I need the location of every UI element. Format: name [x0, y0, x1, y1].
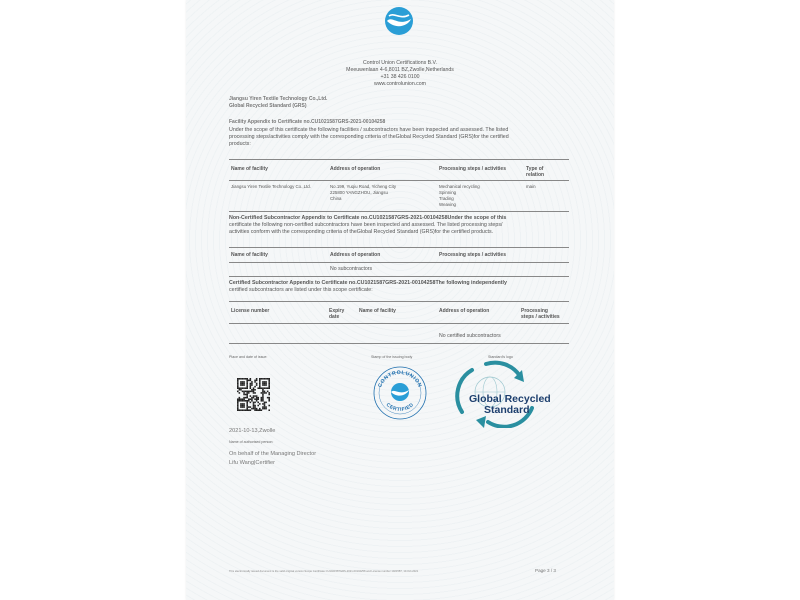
grs-logo-line1: Global Recycled	[469, 393, 551, 405]
col-expiry: Expiry	[329, 308, 345, 314]
no-subcontractors-text: No subcontractors	[330, 266, 373, 272]
issuer-phone: +31 38 426 0100	[380, 74, 420, 80]
issuer-name: Control Union Certifications B.V.	[363, 60, 437, 66]
qr-code-icon	[237, 378, 270, 411]
divider	[229, 323, 569, 324]
facility-row-steps: Mechanical recycling Spinning Trading Weaving	[439, 184, 480, 207]
stamp-top-text: CONTROLUNION	[377, 369, 423, 389]
issuer-website: www.controlunion.com	[374, 81, 426, 87]
divider	[229, 159, 569, 160]
divider	[229, 301, 569, 302]
divider	[229, 247, 569, 248]
divider	[229, 180, 569, 181]
col-name-of-facility: Name of facility	[231, 252, 268, 258]
col-processing: Processing	[521, 308, 548, 314]
col-processing-steps: Processing steps / activities	[439, 166, 506, 172]
col-relation: relation	[526, 172, 545, 178]
issuer-address: Meeuwenlaan 4-6,8011 BZ,Zwolle,Netherlands	[346, 67, 454, 73]
divider	[229, 276, 569, 277]
stamp-bottom-text: CERTIFIED	[384, 401, 416, 413]
svg-text:CERTIFIED	[385, 402, 416, 413]
page-number: Page 3 / 3	[535, 568, 556, 573]
issuer-block	[186, 60, 614, 88]
certified-appendix-text: Certified Subcontractor Appendix to Certificate no.CU1021587GRS-2021-00104258The following independently certified subcontractors are listed under this scope certificate:	[229, 280, 507, 294]
facility-appendix-text: Under the scope of this certificate the following facilities / subcontractors have been inspected and assessed. The listed processing steps/activities comply with the corresponding criteria of theGlobal Recycled Standard (GRS)for the certified products:	[229, 127, 509, 148]
grs-logo-line2: Standard	[484, 404, 530, 416]
col-steps-activities: steps / activities	[521, 314, 560, 320]
col-name-of-facility: Name of facility	[231, 166, 268, 172]
certifier-text: Lifu Wang|Certifier	[229, 460, 276, 466]
col-processing-steps: Processing steps / activities	[439, 252, 506, 258]
certificate-page	[186, 0, 614, 600]
stamp-label: Stamp of the issuing body	[371, 355, 413, 359]
divider	[229, 211, 569, 212]
no-certified-subcontractors-text: No certified subcontractors	[439, 333, 501, 339]
authorised-person-label: Name of authorised person:	[229, 440, 274, 444]
col-name-of-facility: Name of facility	[359, 308, 396, 314]
place-date-label: Place and date of issue:	[229, 355, 268, 359]
col-date: date	[329, 314, 340, 320]
divider	[229, 343, 569, 344]
control-union-stamp-icon	[370, 362, 430, 422]
facility-row-relation: main	[526, 184, 536, 189]
control-union-logo-icon	[384, 6, 414, 36]
col-license-number: License number	[231, 308, 270, 314]
divider	[229, 262, 569, 263]
col-address-of-operation: Address of operation	[439, 308, 490, 314]
behalf-text: On behalf of the Managing Director	[229, 451, 317, 457]
noncertified-appendix-text: Non-Certified Subcontractor Appendix to Certificate no.CU1021587GRS-2021-00104258Under the scope of this certificate the following non-certified subcontractors have been inspected and assessed. The listed processing steps/ activities conform with the corresponding criteria of theGlobal Recycled Standard (GRS)for the certified products.	[229, 215, 507, 236]
logo-label: Standard's logo	[488, 355, 513, 359]
footer-note: This electronically issued document is the valid original version.Scope Certificate CU1021587GRS-2021-00104258 and License number 1021587, 13-Oct-2021	[229, 570, 419, 573]
facility-row-address: No.199, Yuqiu Road, Yicheng City 225800 YANGZHOU, Jiangsu China	[330, 184, 397, 201]
col-address-of-operation: Address of operation	[330, 252, 381, 258]
holder-name: Jiangsu Yiren Textile Technology Co.,Ltd.	[229, 96, 328, 102]
col-address-of-operation: Address of operation	[330, 166, 381, 172]
place-date-value: 2021-10-13,Zwolle	[229, 428, 276, 434]
col-type-of: Type of	[526, 166, 544, 172]
holder-standard: Global Recycled Standard (GRS)	[229, 103, 307, 109]
facility-appendix-title: Facility Appendix to Certificate no.CU1021587GRS-2021-00104258	[229, 119, 386, 125]
facility-row-name: Jiangsu Yiren Textile Technology Co.,Ltd.	[231, 184, 311, 189]
